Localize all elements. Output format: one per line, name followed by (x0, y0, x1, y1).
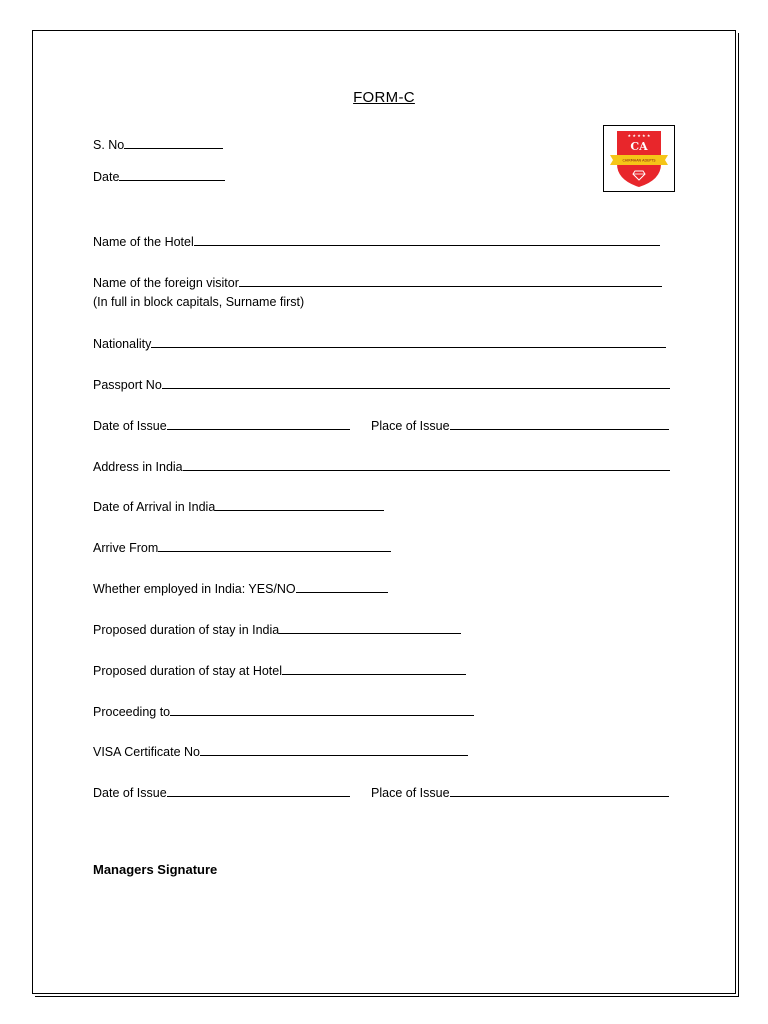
place-of-issue-field[interactable] (450, 417, 669, 430)
stay-hotel-row (93, 662, 466, 679)
stay-hotel-field[interactable] (282, 662, 466, 675)
visa-field[interactable] (200, 743, 468, 756)
visa-label: VISA Certificate No (93, 745, 200, 759)
serial-no-row (93, 136, 223, 153)
place-of-issue-2-row (371, 784, 669, 801)
arrival-date-field[interactable] (215, 498, 384, 511)
logo-initials: CA (630, 140, 648, 153)
visitor-name-note: (In full in block capitals, Surname first) (93, 295, 305, 309)
date-field[interactable] (119, 168, 225, 181)
nationality-field[interactable] (151, 335, 666, 348)
shield-logo-icon (604, 126, 674, 191)
svg-text:★ ★ ★ ★ ★: ★ ★ ★ ★ ★ (627, 133, 651, 138)
date-label: Date (93, 170, 120, 184)
company-logo (603, 125, 675, 192)
address-row (93, 458, 670, 475)
employed-label: Whether employed in India: YES/NO (93, 582, 296, 596)
hotel-name-row (93, 233, 660, 250)
serial-no-field[interactable] (124, 136, 223, 149)
manager-signature-label: Managers Signature (93, 862, 218, 877)
visitor-name-field[interactable] (239, 274, 662, 287)
visitor-name-row (93, 274, 662, 291)
place-of-issue-2-field[interactable] (450, 784, 669, 797)
hotel-name-label: Name of the Hotel (93, 235, 194, 249)
hotel-name-field[interactable] (194, 233, 660, 246)
nationality-row (93, 335, 666, 352)
serial-no-label: S. No (93, 138, 125, 152)
passport-label: Passport No (93, 378, 162, 392)
logo-ribbon-text: CHIRMHAN ADEPTS (622, 158, 656, 163)
arrive-from-row (93, 539, 391, 556)
proceeding-label: Proceeding to (93, 705, 171, 719)
visa-row (93, 743, 468, 760)
arrival-date-row (93, 498, 384, 515)
stay-hotel-label: Proposed duration of stay at Hotel (93, 664, 283, 678)
proceeding-field[interactable] (170, 703, 474, 716)
address-field[interactable] (183, 458, 670, 471)
arrival-date-label: Date of Arrival in India (93, 500, 216, 514)
date-of-issue-2-field[interactable] (167, 784, 350, 797)
arrive-from-field[interactable] (158, 539, 391, 552)
date-of-issue-label: Date of Issue (93, 419, 167, 433)
passport-field[interactable] (162, 376, 670, 389)
date-row (93, 168, 225, 185)
employed-row (93, 580, 388, 597)
address-label: Address in India (93, 460, 183, 474)
date-of-issue-field[interactable] (167, 417, 350, 430)
stay-india-label: Proposed duration of stay in India (93, 623, 280, 637)
passport-row (93, 376, 670, 393)
date-of-issue-row (93, 417, 350, 434)
stay-india-row (93, 621, 461, 638)
nationality-label: Nationality (93, 337, 152, 351)
place-of-issue-row (371, 417, 669, 434)
employed-field[interactable] (296, 580, 388, 593)
stay-india-field[interactable] (279, 621, 461, 634)
proceeding-row (93, 703, 474, 720)
date-of-issue-2-label: Date of Issue (93, 786, 167, 800)
place-of-issue-2-label: Place of Issue (371, 786, 450, 800)
visitor-name-label: Name of the foreign visitor (93, 276, 239, 290)
place-of-issue-label: Place of Issue (371, 419, 450, 433)
arrive-from-label: Arrive From (93, 541, 159, 555)
form-title: FORM-C (353, 89, 415, 106)
date-of-issue-2-row (93, 784, 350, 801)
